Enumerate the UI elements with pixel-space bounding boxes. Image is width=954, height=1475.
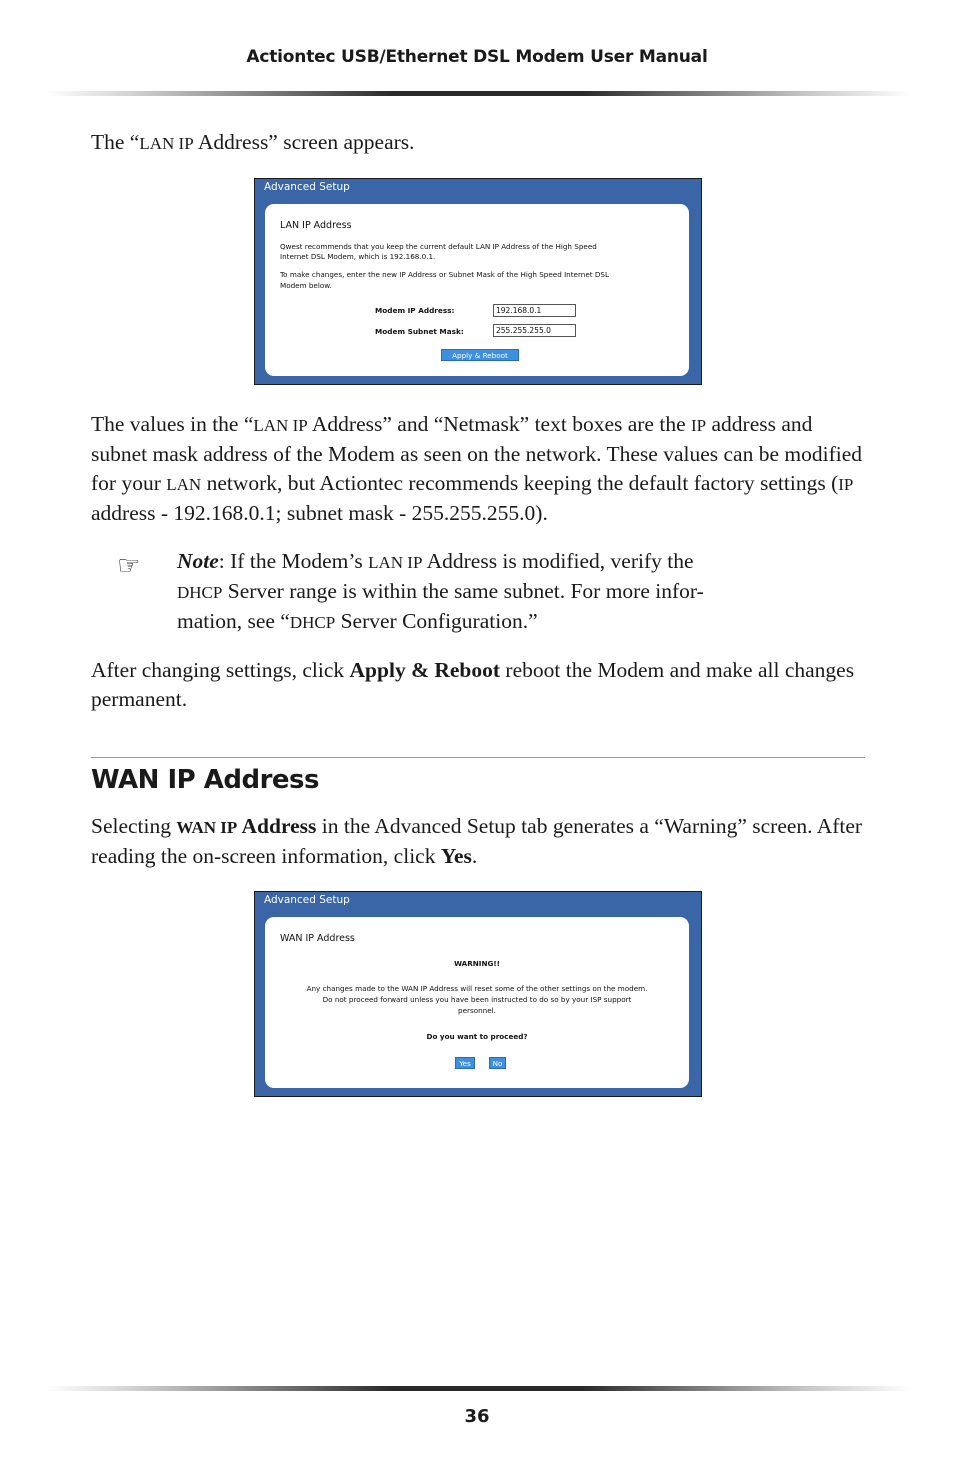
- values-paragraph: The values in the “LAN IP Address” and “Netmask” text boxes are the IP address and subnet mask address of the Modem as seen on the network. These values can be modified for your LAN network, but Actiontec recommends keeping the default factory settings (IP address - 192.168.0.1; subnet mask - 255.255.255.0).: [91, 412, 863, 525]
- panel-text-line: Internet DSL Modem, which is 192.168.0.1.: [280, 252, 436, 261]
- page-number: 36: [464, 1406, 490, 1427]
- apply-paragraph: After changing settings, click Apply & Reboot reboot the Modem and make all changes permanent.: [91, 658, 855, 711]
- pointing-hand-icon: ☞: [117, 551, 141, 581]
- modem-ip-label: Modem IP Address:: [375, 306, 455, 315]
- modem-subnet-label: Modem Subnet Mask:: [375, 327, 464, 336]
- proceed-question: Do you want to proceed?: [426, 1032, 528, 1041]
- panel-text-line: To make changes, enter the new IP Address or Subnet Mask of the High Speed Internet DSL: [280, 270, 609, 279]
- footer-divider: [46, 1386, 912, 1391]
- window-title: Advanced Setup: [264, 894, 350, 906]
- manual-header-title: Actiontec USB/Ethernet DSL Modem User Manual: [246, 47, 708, 67]
- yes-button[interactable]: Yes: [455, 1057, 475, 1069]
- no-button[interactable]: No: [489, 1057, 506, 1069]
- lan-ip-screenshot: [254, 178, 702, 385]
- warning-text-line: Any changes made to the WAN IP Address will reset some of the other settings on the modem.: [306, 984, 648, 993]
- lan-ip-panel: [265, 204, 689, 376]
- modem-ip-input[interactable]: 192.168.0.1: [493, 304, 576, 317]
- warning-heading: WARNING!!: [454, 959, 500, 968]
- wan-ip-panel: [265, 917, 689, 1088]
- section-divider: [91, 757, 865, 758]
- section-heading: WAN IP Address: [91, 765, 319, 795]
- panel-title: LAN IP Address: [280, 220, 352, 231]
- intro-paragraph: The “LAN IP Address” screen appears.: [91, 130, 415, 154]
- modem-subnet-input[interactable]: 255.255.255.0: [493, 324, 576, 337]
- header-divider: [46, 91, 912, 96]
- wan-paragraph: Selecting WAN IP Address in the Advanced Setup tab generates a “Warning” screen. After reading the on-screen information, click Yes.: [91, 814, 863, 868]
- wan-ip-screenshot: [254, 891, 702, 1097]
- note-text: Note: If the Modem’s LAN IP Address is modified, verify the DHCP Server range is within the same subnet. For more infor- mation, see “DHCP Server Configuration.”: [177, 549, 704, 633]
- apply-reboot-button[interactable]: Apply & Reboot: [441, 349, 519, 361]
- warning-text-line: Do not proceed forward unless you have been instructed to do so by your ISP support: [322, 995, 632, 1004]
- panel-title: WAN IP Address: [280, 933, 355, 944]
- panel-text-line: Qwest recommends that you keep the current default LAN IP Address of the High Speed: [280, 242, 597, 251]
- window-title: Advanced Setup: [264, 181, 350, 193]
- panel-text-line: Modem below.: [280, 281, 332, 290]
- warning-text-line: personnel.: [458, 1006, 496, 1015]
